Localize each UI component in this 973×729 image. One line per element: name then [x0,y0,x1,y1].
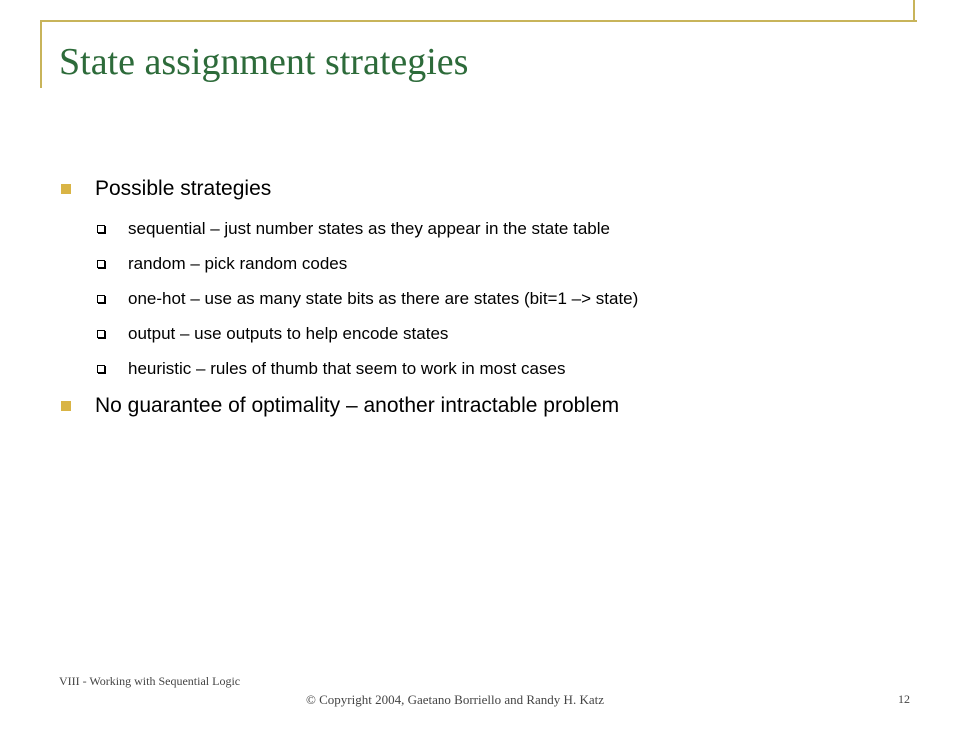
bullet-text: Possible strategies [95,177,272,200]
sub-bullet-item [60,281,920,316]
bullet-item [60,389,920,423]
hollow-square-bullet-icon [97,260,105,268]
sub-bullet-text: random – pick random codes [128,254,348,273]
square-bullet-icon [61,184,71,194]
sub-bullet-text: sequential – just number states as they appear in the state table [128,219,610,238]
sub-bullet-text: heuristic – rules of thumb that seem to work in most cases [128,359,566,378]
sub-bullet-text: one-hot – use as many state bits as there are states (bit=1 –> state) [128,289,639,308]
hollow-square-bullet-icon [97,365,105,373]
footer-copyright: © Copyright 2004, Gaetano Borriello and Randy H. Katz [306,692,604,707]
sub-bullet-item [60,246,920,281]
bullet-text: No guarantee of optimality – another intractable problem [95,394,620,417]
slide-frame-top-rule [40,20,917,22]
slide-title: State assignment strategies [59,41,469,83]
sub-bullet-text: output – use outputs to help encode states [128,324,449,343]
square-bullet-icon [61,401,71,411]
slide-page-number: 12 [898,692,910,706]
footer-section-label: VIII - Working with Sequential Logic [59,674,241,688]
sub-bullet-item [60,211,920,246]
hollow-square-bullet-icon [97,295,105,303]
bullet-item [60,172,920,206]
slide-content [60,172,920,423]
slide-frame-right-rule [913,0,915,22]
sub-bullet-item [60,351,920,386]
hollow-square-bullet-icon [97,330,105,338]
slide-frame-left-rule [40,20,42,88]
hollow-square-bullet-icon [97,225,105,233]
sub-bullet-item [60,316,920,351]
